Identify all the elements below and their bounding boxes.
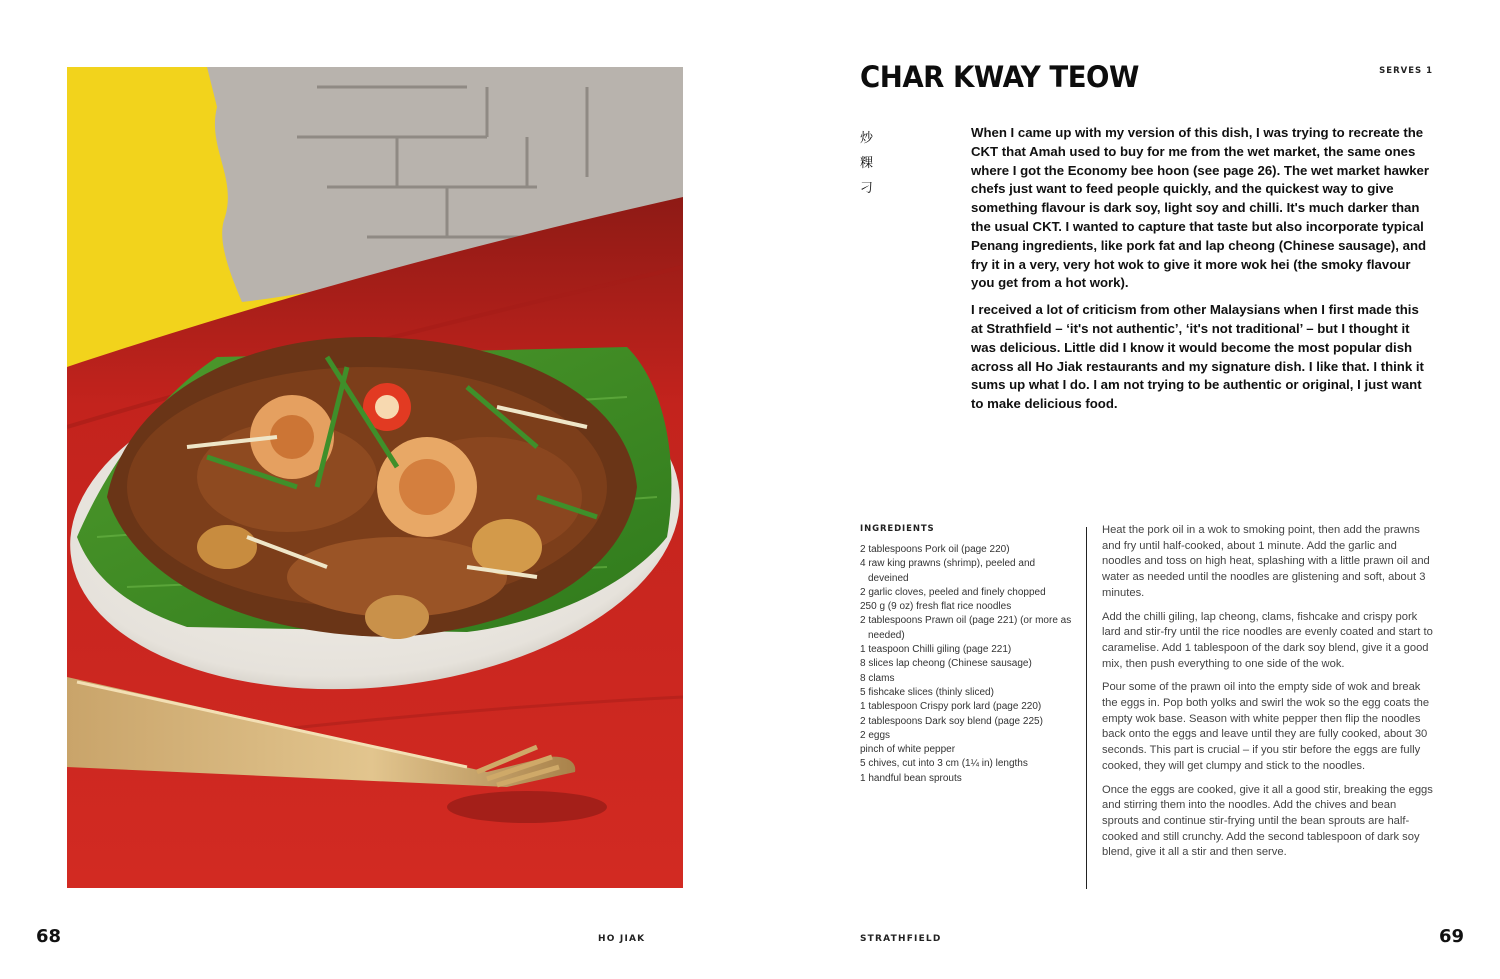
ingredient-item: 250 g (9 oz) fresh flat rice noodles — [860, 601, 1012, 613]
ingredient-item: 2 garlic cloves, peeled and finely chopped — [860, 586, 1046, 598]
chinese-char: 粿 — [860, 156, 874, 171]
ingredient-item: pinch of white pepper — [860, 744, 956, 756]
method-paragraph: Pour some of the prawn oil into the empty side of wok and break the eggs in. Pop both yolks and swirl the wok so the egg coats the empty wok base. Season with white pepper then flip the noodles back onto the eggs and leave until they are fully cooked, about 30 seconds. This part is crucial – if you stir before the eggs are fully cooked, they will get clumpy and stick to the noodles. — [1102, 681, 1430, 772]
ingredient-item: 2 tablespoons Prawn oil (page 221) (or more as needed) — [860, 615, 1072, 641]
ingredient-item: 1 handful bean sprouts — [860, 772, 962, 784]
ingredients-list — [860, 543, 1072, 786]
chinese-title — [860, 126, 876, 201]
ingredient-item: 2 tablespoons Dark soy blend (page 225) — [860, 715, 1043, 727]
ingredient-item: 8 clams — [860, 672, 895, 684]
ingredient-item: 2 eggs — [860, 729, 891, 741]
chinese-char: 炒 — [860, 131, 874, 146]
ingredient-item: 8 slices lap cheong (Chinese sausage) — [860, 658, 1032, 670]
column-divider — [1086, 527, 1087, 889]
recipe-title: CHAR KWAY TEOW — [860, 60, 1139, 94]
chinese-char: 刁 — [860, 181, 874, 196]
ingredient-item: 5 fishcake slices (thinly sliced) — [860, 686, 994, 698]
method-paragraph: Heat the pork oil in a wok to smoking point, then add the prawns and fry until half-cooked, about 1 minute. Add the garlic and noodles and toss on high heat, splashing with a little prawn oil and water as needed until the noodles are glistening and soft, about 3 minutes. — [1102, 524, 1430, 599]
page-number-left: 68 — [36, 926, 62, 947]
recipe-intro — [971, 124, 1431, 422]
page-number-right: 69 — [1438, 926, 1464, 947]
intro-paragraph: I received a lot of criticism from other Malaysians when I first made this at Strathfield – ‘it's not authentic’, ‘it's not traditional’ – but I thought it was delicious. Little did I know it would become the most popular dish across all Ho Jiak restaurants and my signature dish. I like that. I think it sums up what I do. I am not trying to be authentic or original, I just want to make delicious food. — [971, 302, 1424, 412]
running-head-left: HO JIAK — [598, 934, 646, 944]
method-steps — [1102, 523, 1434, 869]
ingredients-heading: INGREDIENTS — [860, 524, 935, 534]
intro-paragraph: When I came up with my version of this dish, I was trying to recreate the CKT that Amah used to buy for me from the wet market, the same ones where I got the Economy bee hoon (see page 26). The wet market hawker chefs just want to feed people quickly, and the quickest way to give something flavour is dark soy, light soy and chilli. It's much darker than the usual CKT. I wanted to capture that taste but also incorporate typical Penang ingredients, like pork fat and lap cheong (Chinese sausage), and fry it in a very, very hot wok to give it more wok hei (the smoky flavour you get from a hot work). — [971, 125, 1430, 291]
method-paragraph: Once the eggs are cooked, give it all a good stir, breaking the eggs and stirring them into the noodles. Add the chives and bean sprouts and continue stir-frying until the bean sprouts are half-cooked and still crunchy. Add the second tablespoon of dark soy blend, give it all a stir and then serve. — [1102, 783, 1433, 859]
ingredient-item: 1 teaspoon Chilli giling (page 221) — [860, 644, 1012, 656]
ingredient-item: 1 tablespoon Crispy pork lard (page 220) — [860, 701, 1042, 713]
ingredient-item: 4 raw king prawns (shrimp), peeled and deveined — [860, 558, 1036, 584]
serves-label: SERVES 1 — [1379, 66, 1433, 76]
ingredient-item: 2 tablespoons Pork oil (page 220) — [860, 544, 1010, 555]
ingredient-item: 5 chives, cut into 3 cm (1¼ in) lengths — [860, 758, 1028, 770]
method-paragraph: Add the chilli giling, lap cheong, clams, fishcake and crispy pork lard and stir-fry until the rice noodles are evenly coated and start to caramelise. Add 1 tablespoon of the dark soy blend, give it a good mix, then push everything to one side of the wok. — [1102, 610, 1433, 670]
dish-photo — [67, 67, 683, 888]
running-head-right: STRATHFIELD — [860, 934, 942, 944]
